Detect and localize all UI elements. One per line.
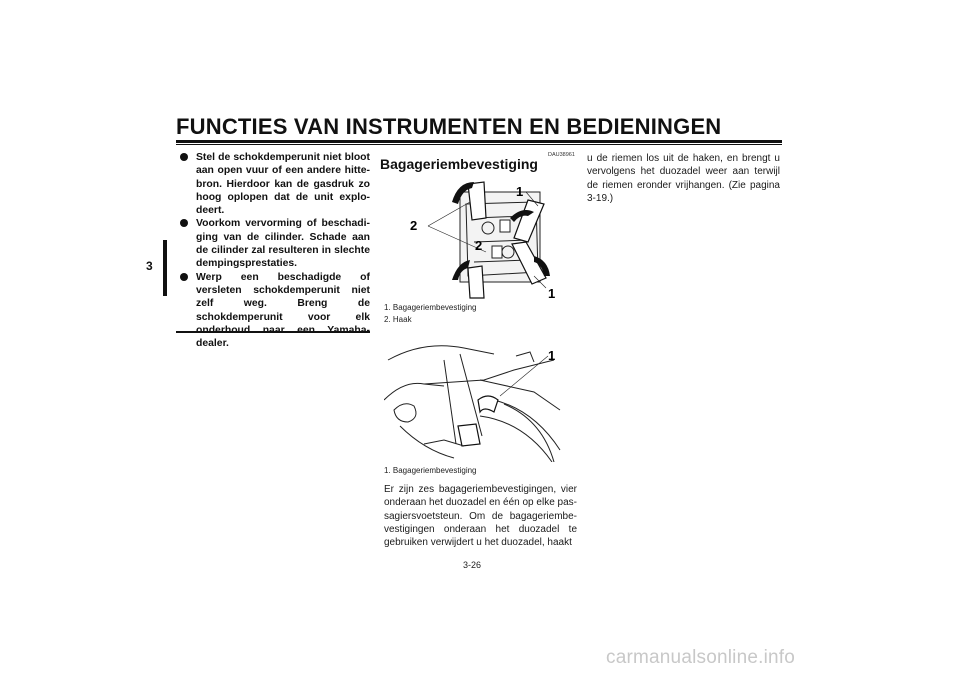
figure-strap-hooks (388, 172, 574, 300)
section-code: DAU38961 (548, 152, 575, 158)
strap-hooks-illustration (388, 172, 574, 300)
warning-text: Stel de schokdemperunit niet bloot aan open vuur of een andere hitte-bron. Hierdoor kan de gasdruk zo hoog oplopen dat de unit explo-deert. (196, 152, 370, 217)
callout-label: 2 (410, 218, 418, 233)
footrest-illustration (384, 340, 578, 462)
warning-item (180, 271, 370, 351)
callout-label: 2 (475, 238, 483, 253)
page-title: FUNCTIES VAN INSTRUMENTEN EN BEDIENINGEN (176, 114, 722, 139)
callout-label: 1 (548, 286, 556, 300)
warning-text: Werp een beschadigde of versleten schokdemperunit niet zelf weg. Breng de schokdemperunit voor elk dealer. (196, 271, 370, 350)
warning-item (180, 217, 370, 270)
chapter-tab-number: 3 (146, 259, 153, 273)
figure1-caption-1: 1. Bagageriembevestiging (384, 303, 477, 312)
body-paragraph-right: u de riemen los uit de haken, en brengt u vervolgens het duozadel weer aan terwijl de riemen eronder vrijhangen. (Zie pagina 3-19.) (587, 153, 780, 204)
warning-end-rule (176, 331, 370, 333)
figure-footrest-strap-holder (384, 340, 578, 462)
header-rule-thin (176, 144, 782, 145)
body-paragraph-left: Er zijn zes bagageriembevestigingen, vier onderaan het duozadel en één op elke pas-sagiersvoetsteun. Om de bagageriembe-vestigingen onderaan het duozadel te gebruiken verwijdert u het duozadel, haakt (384, 484, 577, 549)
section-title: Bagageriembevestiging (380, 156, 538, 172)
figure2-caption-1: 1. Bagageriembevestiging (384, 466, 477, 475)
warning-item (180, 151, 370, 217)
watermark: carmanualsonline.info (606, 647, 796, 668)
warning-text: Voorkom vervorming of beschadi-ging van de cilinder. Schade aan de cilinder zal resulteren in slechte dempingsprestaties. (196, 218, 370, 270)
chapter-tab-marker (163, 240, 167, 296)
callout-label: 1 (548, 348, 556, 363)
header-rule-thick (176, 140, 782, 143)
bullet-icon (180, 153, 188, 161)
bullet-icon (180, 219, 188, 227)
figure1-caption-2: 2. Haak (384, 315, 412, 324)
page-number: 3-26 (463, 560, 482, 570)
callout-label: 1 (516, 184, 524, 199)
bullet-icon (180, 273, 188, 281)
warning-list (180, 151, 370, 350)
